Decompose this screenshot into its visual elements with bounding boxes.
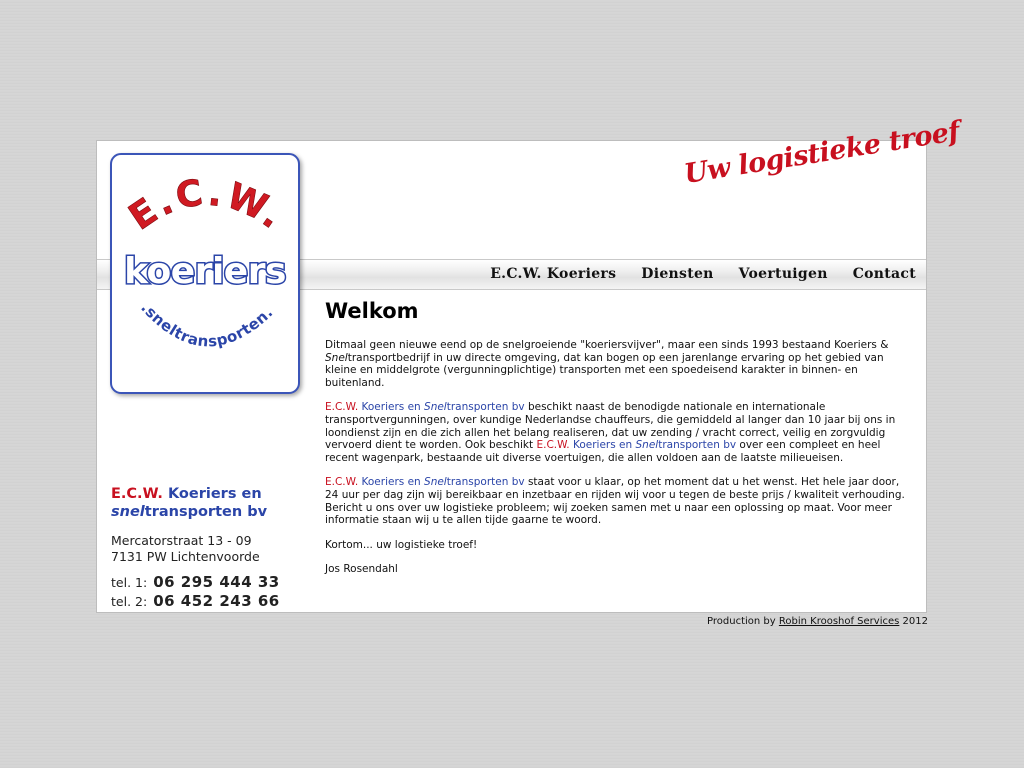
nav-item-diensten[interactable]: Diensten — [641, 266, 714, 282]
logo-koeriers-text: koeriers — [124, 251, 286, 292]
nav-item-ecw-koeriers[interactable]: E.C.W. Koeriers — [490, 266, 617, 282]
intro-snel: Snel — [325, 351, 348, 364]
page-container — [96, 115, 962, 613]
page-title: Welkom — [325, 299, 419, 323]
footer-credit-link[interactable]: Robin Krooshof Services — [778, 616, 900, 627]
phone-1-label: tel. 1: — [111, 575, 148, 590]
footer-prefix: Production by — [707, 616, 776, 627]
company-name-ecw: E.C.W. — [325, 401, 359, 414]
phone-2-label: tel. 2: — [111, 594, 148, 609]
company-name-koeriers: Koeriers en — [572, 439, 633, 452]
company-name-transporten: transporten bv — [658, 439, 737, 452]
tagline: Uw logistieke troef — [682, 115, 962, 190]
contact-koeriers: Koeriers en — [167, 486, 262, 502]
company-name-ecw: E.C.W. — [536, 439, 570, 452]
phone-2-number[interactable]: 06 452 243 66 — [153, 592, 280, 610]
availability-paragraph — [325, 476, 905, 526]
contact-company-name — [111, 485, 311, 521]
contact-city: 7131 PW Lichtenvoorde — [111, 548, 260, 564]
company-name-transporten: transporten bv — [446, 401, 525, 414]
services-paragraph — [325, 401, 905, 464]
footer-year: 2012 — [902, 616, 928, 627]
logo-ecw-text: E.C.W. — [121, 172, 293, 239]
logo-sneltransporten-text: .sneltransporten. — [137, 298, 277, 351]
nav-links — [465, 266, 916, 282]
company-name-ecw: E.C.W. — [325, 476, 359, 489]
company-name-transporten: transporten bv — [446, 476, 525, 489]
company-name-koeriers: Koeriers en — [361, 401, 421, 414]
main-content — [325, 299, 905, 588]
nav-item-voertuigen[interactable]: Voertuigen — [738, 266, 828, 282]
summary-paragraph: Kortom... uw logistieke troef! — [325, 538, 478, 551]
intro-paragraph — [325, 339, 905, 389]
intro-text-a: Ditmaal geen nieuwe eend op de snelgroeiende "koeriersvijver", maar een sinds 1993 bestaand Koeriers & — [325, 339, 889, 351]
intro-text-b: transportbedrijf in uw directe omgeving, dat kan bogen op een jarenlange ervaring op het gebied van kleine en middelgrote (vergunningplichtige) transporten met een spoedeisend karakter in binnen- en buitenland. — [325, 351, 884, 389]
contact-phone-2 — [111, 592, 311, 611]
contact-street: Mercatorstraat 13 - 09 — [111, 533, 252, 548]
contact-ecw: E.C.W. — [111, 486, 163, 502]
phone-1-number[interactable]: 06 295 444 33 — [153, 573, 280, 591]
signature: Jos Rosendahl — [325, 563, 398, 576]
company-logo[interactable] — [110, 153, 300, 394]
company-name-koeriers: Koeriers en — [361, 476, 421, 489]
company-name-snel: Snel — [424, 476, 447, 489]
contact-transporten: transporten bv — [144, 504, 268, 520]
contact-snel: snel — [111, 504, 145, 520]
contact-address — [111, 533, 311, 564]
availability-text: staat voor u klaar, op het moment dat u het wenst. Het hele jaar door, 24 uur per dag zijn wij bereikbaar en inzetbaar en rijden wij voor u tegen de beste prijs / kwaliteit verhouding. Bericht u ons over uw logistieke probleem; wij zoeken samen met u naar een oplossing op maat. Voor meer informatie staan wij u te allen tijde gaarne te woord. — [325, 476, 905, 527]
logo-graphic — [112, 155, 298, 392]
company-name-snel: Snel — [424, 401, 447, 414]
nav-item-contact[interactable]: Contact — [852, 266, 916, 282]
contact-info — [111, 485, 311, 611]
footer — [707, 616, 928, 627]
services-text-b: over een compleet en heel recent wagenpark, bestaande uit diverse voertuigen, die allen voldoen aan de laatste milieueisen. — [325, 439, 881, 464]
company-name-snel: Snel — [635, 439, 659, 452]
contact-phone-1 — [111, 573, 311, 592]
services-text-a: beschikt naast de benodigde nationale en internationale transportvergunningen, over kundige Nederlandse chauffeurs, die gemiddeld al langer dan 10 jaar bij ons in loondienst zijn en die zich allen het belang realiseren, dat uw zending / vracht correct, veilig en zorgvuldig vervoerd dient te worden. Ook beschikt — [325, 401, 896, 452]
